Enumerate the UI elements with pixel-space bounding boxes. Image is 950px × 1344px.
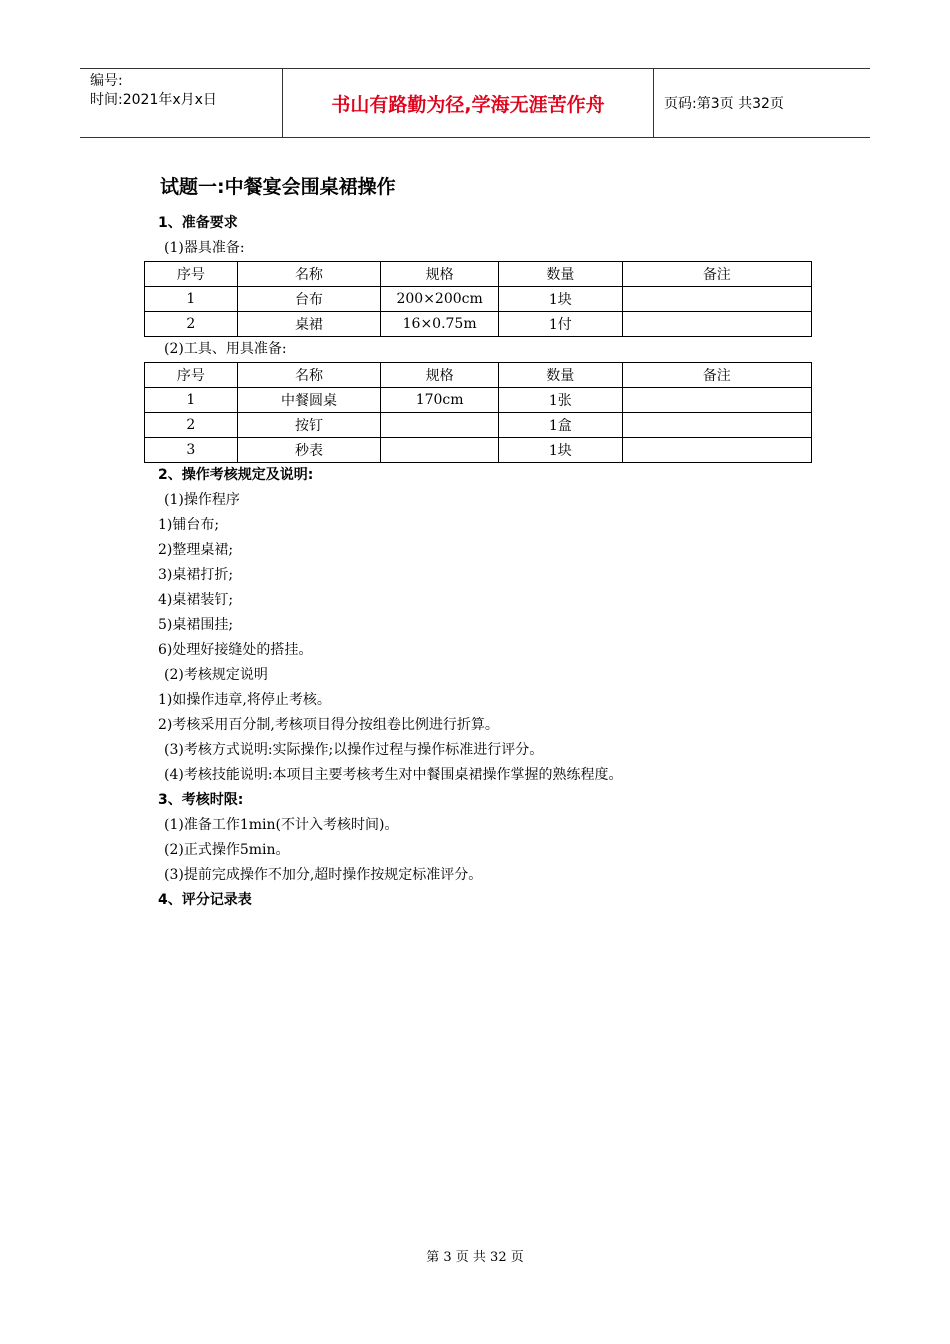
table-cell: 1 (145, 287, 238, 312)
table-header-row (145, 363, 812, 388)
list-item: 2)考核采用百分制,考核项目得分按组卷比例进行折算。 (158, 717, 499, 733)
table-row (145, 413, 812, 438)
table-header-cell: 备注 (622, 363, 811, 388)
table-header-cell: 备注 (622, 262, 811, 287)
table-cell: 秒表 (237, 438, 381, 463)
list-item: 6)处理好接缝处的搭挂。 (158, 642, 313, 658)
section-2-sub2: (2)考核规定说明 (164, 667, 268, 683)
page-header (80, 68, 870, 138)
table-cell (381, 438, 499, 463)
table-cell: 1块 (499, 287, 623, 312)
section-4-heading: 4、评分记录表 (158, 892, 252, 908)
section-1-heading: 1、准备要求 (158, 215, 238, 231)
table-header-row (145, 262, 812, 287)
table-cell (622, 413, 811, 438)
section-2-sub3: (3)考核方式说明:实际操作;以操作过程与操作标准进行评分。 (164, 742, 544, 758)
table-cell: 按钉 (237, 413, 381, 438)
header-motto: 书山有路勤为径,学海无涯苦作舟 (282, 69, 654, 137)
page-footer: 第 3 页 共 32 页 (426, 1250, 524, 1265)
table-cell: 3 (145, 438, 238, 463)
table-header-cell: 规格 (381, 363, 499, 388)
table-cell: 1盒 (499, 413, 623, 438)
table-cell: 1 (145, 388, 238, 413)
number-label: 编号: (90, 73, 123, 89)
table-header-cell: 名称 (237, 363, 381, 388)
list-item: 5)桌裙围挂; (158, 617, 234, 633)
table-header-cell: 序号 (145, 363, 238, 388)
table-cell: 200×200cm (381, 287, 499, 312)
table-header-cell: 序号 (145, 262, 238, 287)
list-item: 3)桌裙打折; (158, 567, 234, 583)
table-header-cell: 名称 (237, 262, 381, 287)
document-body (158, 170, 818, 913)
page-title: 试题一:中餐宴会围桌裙操作 (160, 176, 396, 198)
table-header-cell: 数量 (499, 262, 623, 287)
list-item: 2)整理桌裙; (158, 542, 234, 558)
table-cell: 170cm (381, 388, 499, 413)
section-2-sub1: (1)操作程序 (164, 492, 240, 508)
table-cell: 2 (145, 413, 238, 438)
table-cell (622, 388, 811, 413)
section-2-heading: 2、操作考核规定及说明: (158, 467, 314, 483)
table-cell: 16×0.75m (381, 312, 499, 337)
list-item: (3)提前完成操作不加分,超时操作按规定标准评分。 (164, 867, 483, 883)
header-meta (80, 69, 282, 137)
table-cell: 2 (145, 312, 238, 337)
table-cell: 桌裙 (237, 312, 381, 337)
table-cell (381, 413, 499, 438)
table-header-cell: 数量 (499, 363, 623, 388)
section-2-sub4: (4)考核技能说明:本项目主要考核考生对中餐围桌裙操作掌握的熟练程度。 (164, 767, 623, 783)
table-cell: 1付 (499, 312, 623, 337)
list-item: (1)准备工作1min(不计入考核时间)。 (164, 817, 399, 833)
tools-table (144, 362, 812, 463)
header-page-label: 页码:第3页 共32页 (664, 96, 784, 112)
equipment-table (144, 261, 812, 337)
table-cell (622, 287, 811, 312)
table-cell (622, 438, 811, 463)
section-1-sub1: (1)器具准备: (164, 240, 245, 256)
table-header-cell: 规格 (381, 262, 499, 287)
list-item: 1)如操作违章,将停止考核。 (158, 692, 331, 708)
table-row (145, 388, 812, 413)
list-item: 4)桌裙装钉; (158, 592, 234, 608)
table-cell (622, 312, 811, 337)
section-1-sub2: (2)工具、用具准备: (164, 341, 287, 357)
table-row (145, 312, 812, 337)
time-label: 时间:2021年x月x日 (90, 92, 217, 108)
section-3-heading: 3、考核时限: (158, 792, 244, 808)
table-cell: 台布 (237, 287, 381, 312)
table-row (145, 287, 812, 312)
list-item: (2)正式操作5min。 (164, 842, 290, 858)
list-item: 1)铺台布; (158, 517, 220, 533)
table-cell: 1张 (499, 388, 623, 413)
table-row (145, 438, 812, 463)
table-cell: 中餐圆桌 (237, 388, 381, 413)
table-cell: 1块 (499, 438, 623, 463)
